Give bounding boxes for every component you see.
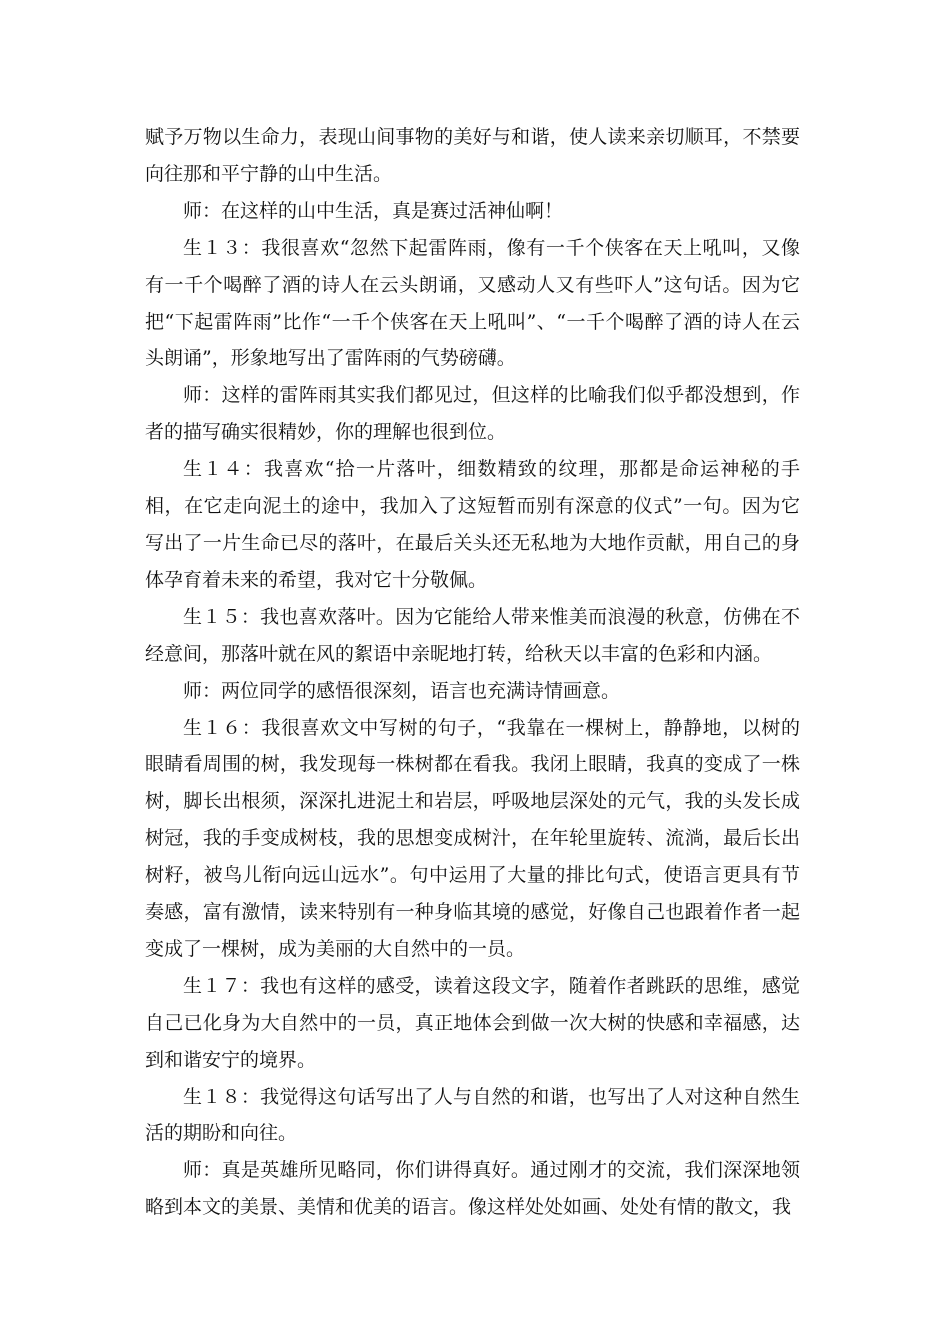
paragraph-8: 生１７：我也有这样的感受，读着这段文字，随着作者跳跃的思维，感觉自己已化身为大自然中的一员，真正地体会到做一次大树的快感和幸福感，达到和谐安宁的境界。	[145, 974, 800, 1071]
document-body	[145, 119, 800, 1226]
paragraph-7: 生１６：我很喜欢文中写树的句子，“我靠在一棵树上，静静地，以树的眼睛看周围的树，我发现每一株树都在看我。我闭上眼睛，我真的变成了一株树，脚长出根须，深深扎进泥土和岩层，呼吸地层深处的元气，我的头发长成树冠，我的手变成树枝，我的思想变成树汁，在年轮里旋转、流淌，最后长出树籽，被鸟儿衔向远山远水”。句中运用了大量的排比句式，使语言更具有节奏感，富有激情，读来特别有一种身临其境的感觉，好像自己也跟着作者一起变成了一棵树，成为美丽的大自然中的一员。	[145, 716, 800, 960]
paragraph-1: 师：在这样的山中生活，真是赛过活神仙啊！	[183, 199, 564, 222]
paragraph-9: 生１８：我觉得这句话写出了人与自然的和谐，也写出了人对这种自然生活的期盼和向往。	[145, 1085, 800, 1145]
paragraph-3: 师：这样的雷阵雨其实我们都见过，但这样的比喻我们似乎都没想到，作者的描写确实很精妙，你的理解也很到位。	[145, 384, 800, 444]
paragraph-2: 生１３：我很喜欢“忽然下起雷阵雨，像有一千个侠客在天上吼叫，又像有一千个喝醉了酒的诗人在云头朗诵，又感动人又有些吓人”这句话。因为它把“下起雷阵雨”比作“一千个侠客在天上吼叫”、“一千个喝醉了酒的诗人在云头朗诵”，形象地写出了雷阵雨的气势磅礴。	[145, 236, 800, 370]
paragraph-10: 师：真是英雄所见略同，你们讲得真好。通过刚才的交流，我们深深地领略到本文的美景、美情和优美的语言。像这样处处如画、处处有情的散文，我	[145, 1159, 800, 1219]
paragraph-5: 生１５：我也喜欢落叶。因为它能给人带来惟美而浪漫的秋意，仿佛在不经意间，那落叶就在风的絮语中亲昵地打转，给秋天以丰富的色彩和内涵。	[145, 605, 800, 665]
paragraph-0: 赋予万物以生命力，表现山间事物的美好与和谐，使人读来亲切顺耳，不禁要向往那和平宁静的山中生活。	[145, 126, 800, 185]
paragraph-4: 生１４：我喜欢“拾一片落叶，细数精致的纹理，那都是命运神秘的手相，在它走向泥土的途中，我加入了这短暂而别有深意的仪式”一句。因为它写出了一片生命已尽的落叶，在最后关头还无私地为大地作贡献，用自己的身体孕育着未来的希望，我对它十分敬佩。	[145, 458, 800, 591]
paragraph-6: 师：两位同学的感悟很深刻，语言也充满诗情画意。	[183, 679, 621, 702]
